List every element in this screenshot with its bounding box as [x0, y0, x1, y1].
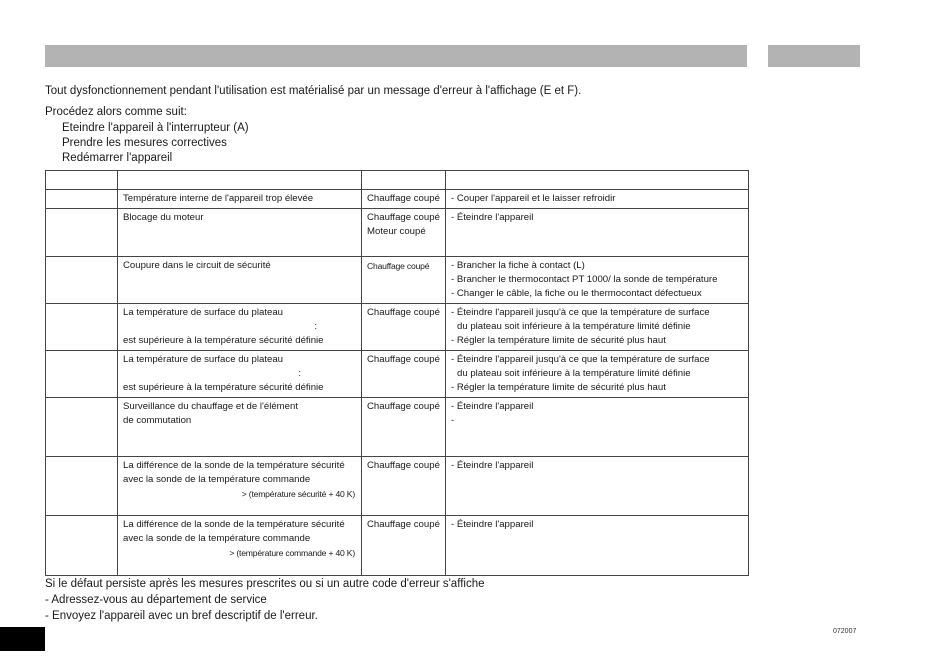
effect-text: Chauffage coupé — [367, 307, 440, 318]
error-code-cell — [46, 209, 118, 257]
effect-text: Chauffage coupé — [367, 519, 440, 530]
solution-cell — [446, 190, 749, 209]
effect-cell — [362, 351, 446, 398]
effect-cell — [362, 209, 446, 257]
cause-text: : — [314, 321, 317, 332]
error-code-cell — [46, 351, 118, 398]
cause-text: est supérieure à la température sécurité définie — [123, 382, 324, 393]
solution-text: - Couper l'appareil et le laisser refroidir — [451, 193, 616, 204]
error-code-cell — [46, 457, 118, 516]
solution-cell — [446, 257, 749, 304]
table-row — [46, 209, 749, 257]
effect-text: Chauffage coupé — [367, 460, 440, 471]
procedure-heading: Procédez alors comme suit: — [45, 106, 187, 118]
effect-cell — [362, 304, 446, 351]
cause-text: > (température sécurité + 40 K) — [241, 489, 355, 499]
cause-text: La température de surface du plateau — [123, 307, 284, 318]
solution-text: - Brancher la fiche à contact (L) — [451, 260, 585, 271]
table-row — [46, 351, 749, 398]
solution-text: - Éteindre l'appareil — [451, 519, 534, 530]
error-code-cell — [46, 516, 118, 576]
cause-text: avec la sonde de la température commande — [123, 474, 311, 485]
header-cell-effect — [362, 171, 446, 190]
cause-text: Température interne de l'appareil trop élevée — [123, 193, 314, 204]
cause-text: La différence de la sonde de la température sécurité — [123, 460, 345, 471]
cause-text: est supérieure à la température sécurité définie — [123, 335, 324, 346]
cause-cell — [118, 516, 362, 576]
procedure-step: Eteindre l'appareil à l'interrupteur (A) — [62, 122, 249, 134]
cause-cell — [118, 398, 362, 457]
error-code-cell — [46, 257, 118, 304]
solution-text: - Régler la température limite de sécurité plus haut — [451, 382, 666, 393]
cause-cell — [118, 190, 362, 209]
table-row — [46, 190, 749, 209]
solution-text: - Éteindre l'appareil — [451, 212, 534, 223]
cause-text: Blocage du moteur — [123, 212, 204, 223]
cause-text: Surveillance du chauffage et de l'élément — [123, 401, 298, 412]
effect-text: Chauffage coupé — [367, 401, 440, 412]
language-tab-bar — [768, 45, 860, 67]
solution-text: - Régler la température limite de sécurité plus haut — [451, 335, 666, 346]
solution-text: du plateau soit inférieure à la température limité définie — [457, 368, 691, 379]
solution-text: - Éteindre l'appareil — [451, 401, 534, 412]
intro-text: Tout dysfonctionnement pendant l'utilisation est matérialisé par un message d'erreur à l'affichage (E et F). — [45, 85, 582, 97]
cause-cell — [118, 457, 362, 516]
solution-text: - Brancher le thermocontact PT 1000/ la sonde de température — [451, 274, 718, 285]
solution-text: - Éteindre l'appareil — [451, 460, 534, 471]
header-cell-cause — [118, 171, 362, 190]
footer-text: Si le défaut persiste après les mesures prescrites ou si un autre code d'erreur s'affiche — [45, 578, 485, 590]
solution-cell — [446, 457, 749, 516]
cause-text: avec la sonde de la température commande — [123, 533, 311, 544]
cause-cell — [118, 304, 362, 351]
page-number-block — [0, 627, 45, 651]
solution-cell — [446, 304, 749, 351]
header-cell-code — [46, 171, 118, 190]
effect-text: Moteur coupé — [367, 226, 426, 237]
table-header-row — [46, 171, 749, 190]
solution-text: du plateau soit inférieure à la température limité définie — [457, 321, 691, 332]
cause-text: Coupure dans le circuit de sécurité — [123, 260, 271, 271]
effect-text: Chauffage coupé — [367, 261, 430, 271]
header-cell-solution — [446, 171, 749, 190]
effect-text: Chauffage coupé — [367, 193, 440, 204]
error-code-cell — [46, 304, 118, 351]
effect-cell — [362, 190, 446, 209]
solution-text: - Éteindre l'appareil jusqu'à ce que la température de surface — [451, 354, 710, 365]
cause-cell — [118, 351, 362, 398]
solution-text: - — [451, 415, 455, 426]
cause-cell — [118, 209, 362, 257]
effect-text: Chauffage coupé — [367, 212, 440, 223]
footer-text: - Adressez-vous au département de service — [45, 594, 267, 606]
table-row — [46, 257, 749, 304]
cause-cell — [118, 257, 362, 304]
section-header-bar — [45, 45, 747, 67]
solution-cell — [446, 516, 749, 576]
effect-cell — [362, 398, 446, 457]
table-row — [46, 457, 749, 516]
solution-cell — [446, 209, 749, 257]
procedure-step: Redémarrer l'appareil — [62, 152, 173, 164]
cause-text: La température de surface du plateau — [123, 354, 284, 365]
effect-cell — [362, 457, 446, 516]
solution-cell — [446, 398, 749, 457]
error-table — [45, 170, 749, 576]
solution-cell — [446, 351, 749, 398]
table-row — [46, 304, 749, 351]
cause-text: : — [298, 368, 301, 379]
effect-cell — [362, 257, 446, 304]
cause-text: La différence de la sonde de la température sécurité — [123, 519, 345, 530]
solution-text: - Éteindre l'appareil jusqu'à ce que la température de surface — [451, 307, 710, 318]
error-code-cell — [46, 190, 118, 209]
effect-cell — [362, 516, 446, 576]
cause-text: > (température commande + 40 K) — [229, 548, 355, 558]
table-row — [46, 516, 749, 576]
solution-text: - Changer le câble, la fiche ou le thermocontact défectueux — [451, 288, 702, 299]
procedure-step: Prendre les mesures correctives — [62, 137, 227, 149]
footer-text: - Envoyez l'appareil avec un bref descriptif de l'erreur. — [45, 610, 318, 622]
error-code-cell — [46, 398, 118, 457]
cause-text: de commutation — [123, 415, 192, 426]
effect-text: Chauffage coupé — [367, 354, 440, 365]
table-row — [46, 398, 749, 457]
document-number: 072007 — [833, 628, 857, 635]
